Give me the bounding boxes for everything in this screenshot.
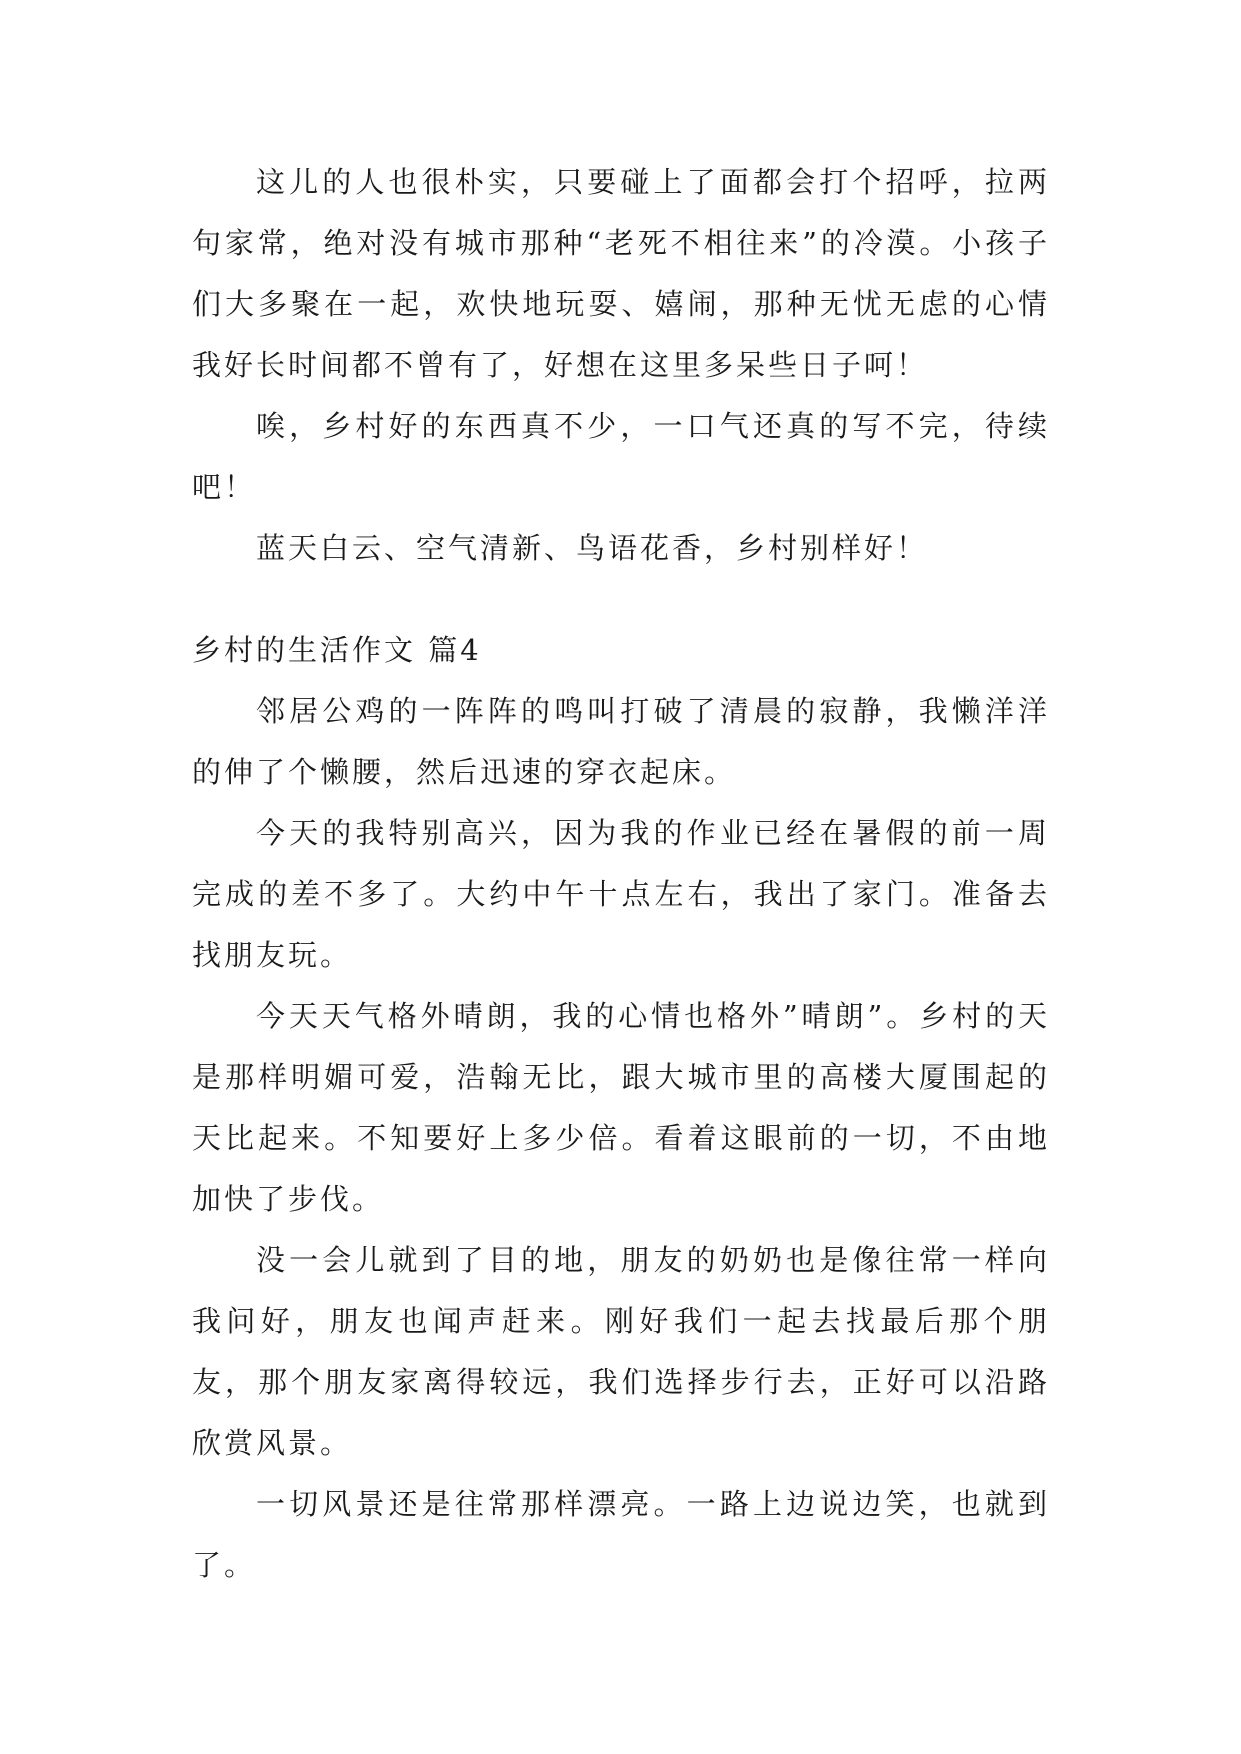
paragraph: 唉，乡村好的东西真不少，一口气还真的写不完，待续吧！	[192, 409, 1050, 504]
paragraph: 一切风景还是往常那样漂亮。一路上边说边笑，也就到了。	[192, 1487, 1050, 1582]
paragraph: 今天天气格外晴朗，我的心情也格外”晴朗”。乡村的天是那样明媚可爱，浩翰无比，跟大城市里的高楼大厦围起的天比起来。不知要好上多少倍。看着这眼前的一切，不由地加快了步伐。	[192, 999, 1050, 1216]
paragraph: 没一会儿就到了目的地，朋友的奶奶也是像往常一样向我问好，朋友也闻声赶来。刚好我们一起去找最后那个朋友，那个朋友家离得较远，我们选择步行去，正好可以沿路欣赏风景。	[192, 1243, 1050, 1460]
paragraph: 邻居公鸡的一阵阵的鸣叫打破了清晨的寂静，我懒洋洋的伸了个懒腰，然后迅速的穿衣起床。	[192, 694, 1050, 789]
section-title: 乡村的生活作文 篇4	[192, 633, 482, 667]
paragraph: 今天的我特别高兴，因为我的作业已经在暑假的前一周完成的差不多了。大约中午十点左右，我出了家门。准备去找朋友玩。	[192, 816, 1050, 972]
paragraph: 这儿的人也很朴实，只要碰上了面都会打个招呼，拉两句家常，绝对没有城市那种“老死不相往来”的冷漠。小孩子们大多聚在一起，欢快地玩耍、嬉闹，那种无忧无虑的心情我好长时间都不曾有了，好想在这里多呆些日子呵！	[192, 165, 1050, 382]
document-body	[192, 152, 1050, 1596]
paragraph: 蓝天白云、空气清新、鸟语花香，乡村别样好！	[256, 531, 929, 565]
